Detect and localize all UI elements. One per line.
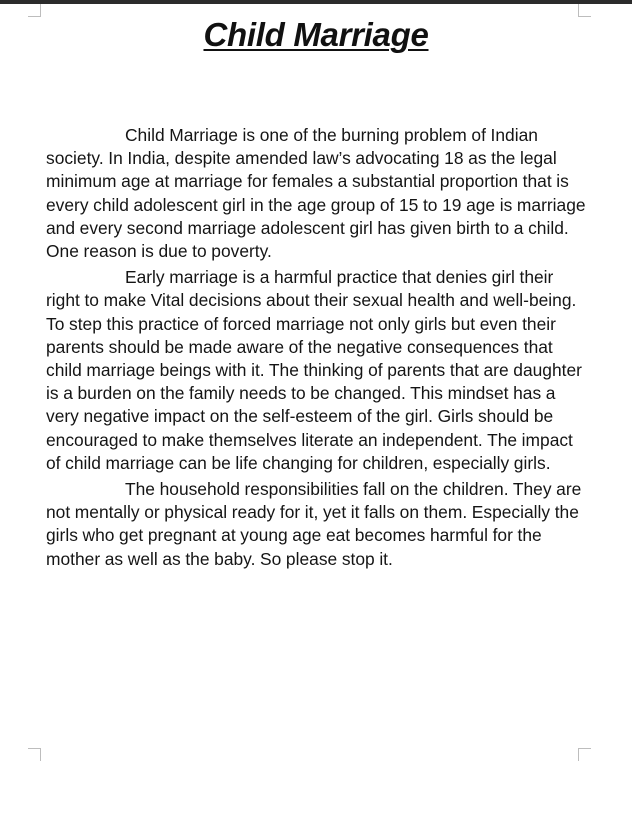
crop-mark-bottom-right xyxy=(578,748,591,761)
document-page xyxy=(0,4,632,824)
document-body xyxy=(46,124,586,574)
crop-mark-bottom-left xyxy=(28,748,41,761)
paragraph-2: Early marriage is a harmful practice that denies girl their right to make Vital decisions about their sexual health and well-being. To step this practice of forced marriage not only girls but even their parents should be made aware of the negative consequences that child marriage beings with it. The thinking of parents that are daughter is a burden on the family needs to be changed. This mindset has a very negative impact on the self-esteem of the girl. Girls should be encouraged to make themselves literate an independent. The impact of child marriage can be life changing for children, especially girls. xyxy=(46,267,582,473)
page-title: Child Marriage xyxy=(203,16,429,53)
paragraph-1: Child Marriage is one of the burning problem of Indian society. In India, despite amended law’s advocating 18 as the legal minimum age at marriage for females a substantial proportion that is every child adolescent girl in the age group of 15 to 19 age is marriage and every second marriage adolescent girl has given birth to a child. One reason is due to poverty. xyxy=(46,125,586,262)
paragraph-3: The household responsibilities fall on the children. They are not mentally or physical ready for it, yet it falls on them. Especially the girls who get pregnant at young age eat becomes harmful for the mother as well as the baby. So please stop it. xyxy=(46,479,582,569)
